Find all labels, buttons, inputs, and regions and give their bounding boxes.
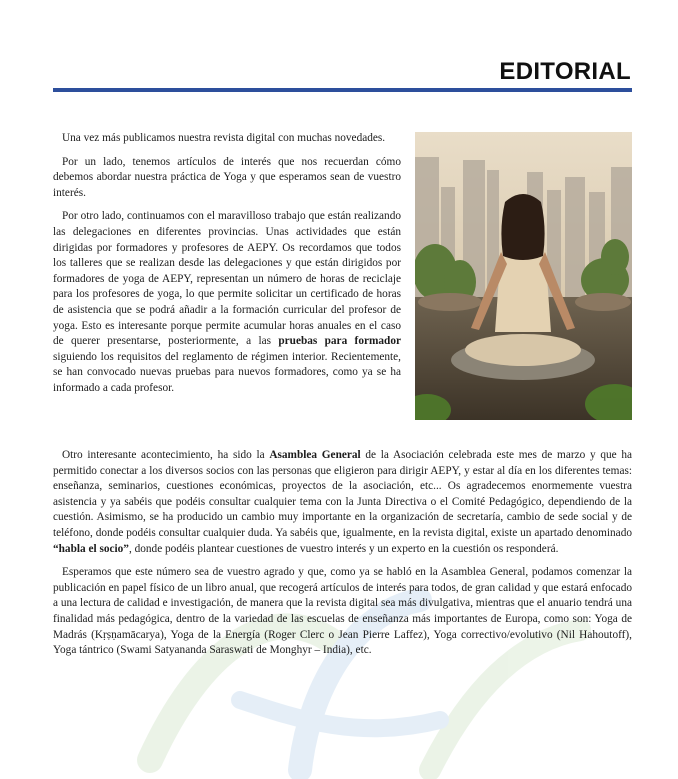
bold-habla-el-socio: “habla el socio”	[53, 542, 129, 555]
paragraph-assembly-text: Otro interesante acontecimiento, ha sido la	[62, 449, 270, 461]
left-column	[53, 131, 401, 405]
paragraph-assembly	[53, 448, 632, 557]
paragraph-articles: Por un lado, tenemos artículos de interés que nos recuerdan cómo debemos abordar nuestra práctica de Yoga y que esperamos sean de vuestro interés.	[53, 155, 401, 199]
paragraph-delegations	[53, 209, 401, 396]
paragraph-assembly-text-middle: de la Asociación celebrada este mes de marzo y que ha permitido conectar a los diversos socios con las personas que eligieron para dirigir AEPY, y estar al día en los diferentes temas: enseñanza, seminarios, cuestiones económicas, proyectos de la asociación, etc... Os agradecemos enormemente vuestra asistencia y ya sabéis que podéis consultar cualquier tema con la Junta Directiva o el Comité Pedagógico, dependiendo de la cuestión. Asimismo, se ha producido un cambio muy importante en la organización de secretaría, cambio de sede social y de teléfono, donde podéis consultar cualquier duda. Ya sabéis que, igualmente, en la revista digital, existe un apartado denominado	[53, 449, 632, 539]
bold-pruebas-formador: pruebas para formador	[278, 335, 401, 348]
header-rule	[53, 88, 632, 92]
paragraph-yearbook: Esperamos que este número sea de vuestro agrado y que, como ya se habló en la Asamblea General, podamos comenzar la publicación en papel físico de un libro anual, que recogerá artículos de interés para todos, de gran calidad y que estará enfocado a una lectura de calidad e investigación, de manera que la revista digital sea más divulgativa, mientras que el anuario tendrá una finalidad más pedagógica, dentro de la variedad de las escuelas de enseñanza más importantes de Europa, como son: Yoga de Madrás (Kṛṣṇamācarya), Yoga de la Energía (Roger Clerc o Jean Pierre Laffez), Yoga correctivo/evolutivo (Nil Hahoutoff), Yoga tántrico (Swami Satyananda Saraswati de Monghyr – India), etc.	[53, 566, 632, 657]
meditation-photo	[415, 132, 632, 420]
page-title: EDITORIAL	[499, 58, 631, 85]
bold-asamblea-general: Asamblea General	[269, 449, 361, 461]
paragraph-delegations-text: Por otro lado, continuamos con el maravilloso trabajo que están realizando las delegaciones en diferentes provincias. Unas actividades que están dirigidas por formadores y profesores de AEPY. Os recordamos que todos los talleres que se realizan desde las delegaciones y que están dirigidos por formadores de yoga de AEPY, representan un número de horas de reciclaje para los profesores de yoga, lo que permite solicitar un certificado de horas de asistencia que se podrá añadir a la formación curricular del profesor de yoga. Esto es interesante porque permite acumular horas anuales en el caso de querer presentarse, posteriormente, a las	[53, 210, 401, 348]
full-width-column	[53, 448, 632, 667]
paragraph-delegations-text-end: siguiendo los requisitos del reglamento de régimen interior. Recientemente, se han convocado nuevas pruebas para nuevos formadores, como ya se ha informado a cada profesor.	[53, 350, 401, 394]
paragraph-assembly-text-end: , donde podéis plantear cuestiones de vuestro interés y un experto en la cuestión os responderá.	[128, 542, 559, 555]
paragraph-intro: Una vez más publicamos nuestra revista digital con muchas novedades.	[62, 132, 386, 144]
